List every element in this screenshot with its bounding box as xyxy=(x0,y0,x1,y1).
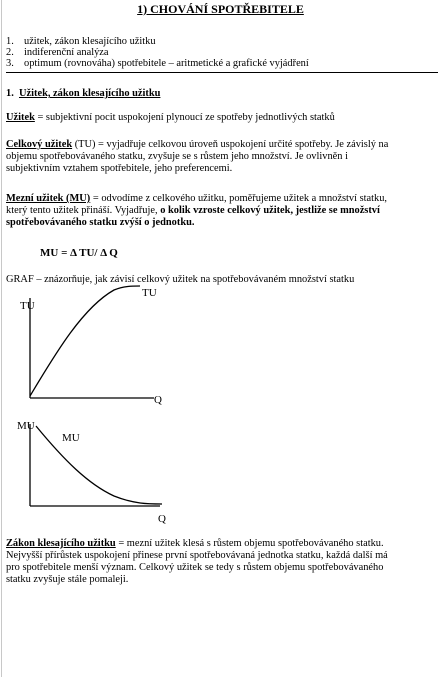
section-number: 1. xyxy=(6,88,14,99)
celkovy-uzitek-paragraph xyxy=(6,139,438,175)
mezni-line-3: spotřebovávaného statku zvýší o jednotku. xyxy=(6,217,195,228)
outline-number: 1. xyxy=(6,36,14,47)
celkovy-line-1: (TU) = vyjadřuje celkovou úroveň uspokojení určité spotřeby. Je závislý na xyxy=(72,139,389,150)
mu-y-axis-label: MU xyxy=(17,420,35,432)
mu-curve-label: MU xyxy=(62,432,80,444)
zakon-line-4: statku zvyšuje stále pomaleji. xyxy=(6,574,129,585)
mezni-line-2a: který tento užitek přináší. Vyjadřuje, xyxy=(6,205,161,216)
uzitek-text: = subjektivní pocit uspokojení plynoucí ze spotřeby jednotlivých statků xyxy=(34,112,335,123)
outline-number: 3. xyxy=(6,58,14,69)
term-uzitek: Užitek xyxy=(6,112,35,123)
document-title: 1) CHOVÁNÍ SPOTŘEBITELE xyxy=(137,2,304,16)
term-zakon: Zákon klesajícího užitku xyxy=(6,538,116,549)
marginal-utility-graph xyxy=(2,416,202,528)
graf-caption: GRAF – znázorňuje, jak závisí celkový užitek na spotřebovávaném množství statku xyxy=(6,274,355,285)
zakon-paragraph xyxy=(6,538,438,586)
outline-text: indiferenční analýza xyxy=(24,47,109,58)
horizontal-rule xyxy=(6,72,438,73)
zakon-line-3: pro spotřebitele menší význam. Celkový užitek se tedy s růstem objemu spotřebovávaného xyxy=(6,562,384,573)
zakon-line-1: = mezní užitek klesá s růstem objemu spotřebovávaného statku. xyxy=(115,538,384,549)
tu-y-axis-label: TU xyxy=(20,300,35,312)
outline-number: 2. xyxy=(6,47,14,58)
celkovy-line-3: subjektivním vztahem spotřebitele, jeho preferencemi. xyxy=(6,163,233,174)
tu-curve xyxy=(30,286,140,396)
outline-text: užitek, zákon klesajícího užitku xyxy=(24,36,156,47)
term-mezni-uzitek: Mezní užitek (MU) xyxy=(6,193,91,204)
tu-x-axis-label: Q xyxy=(154,394,162,406)
mezni-uzitek-paragraph xyxy=(6,193,438,229)
uzitek-definition xyxy=(6,112,335,124)
celkovy-line-2: objemu spotřebovávaného statku, zvyšuje se s růstem jeho množství. Je ovlivněn i xyxy=(6,151,348,162)
outline-text: optimum (rovnováha) spotřebitele – aritmetické a grafické vyjádření xyxy=(24,58,309,69)
total-utility-graph xyxy=(2,284,202,412)
mu-x-axis-label: Q xyxy=(158,513,166,525)
term-celkovy-uzitek: Celkový užitek xyxy=(6,139,73,150)
tu-curve-label: TU xyxy=(142,287,157,299)
outline-item-3 xyxy=(6,58,309,70)
mezni-line-1: = odvodíme z celkového užitku, poměřujeme užitek a množství statku, xyxy=(90,193,387,204)
mu-curve xyxy=(36,426,162,504)
mu-formula: MU = Δ TU/ Δ Q xyxy=(40,247,118,259)
mezni-line-2b: o kolik vzroste celkový užitek, jestliže se množství xyxy=(160,205,380,216)
section-title: Užitek, zákon klesajícího užitku xyxy=(19,88,161,99)
document-page xyxy=(1,0,438,677)
zakon-line-2: Nejvyšší přírůstek uspokojení přinese první spotřebovávaná jednotka statku, každá další má xyxy=(6,550,388,561)
section-heading xyxy=(6,88,160,100)
